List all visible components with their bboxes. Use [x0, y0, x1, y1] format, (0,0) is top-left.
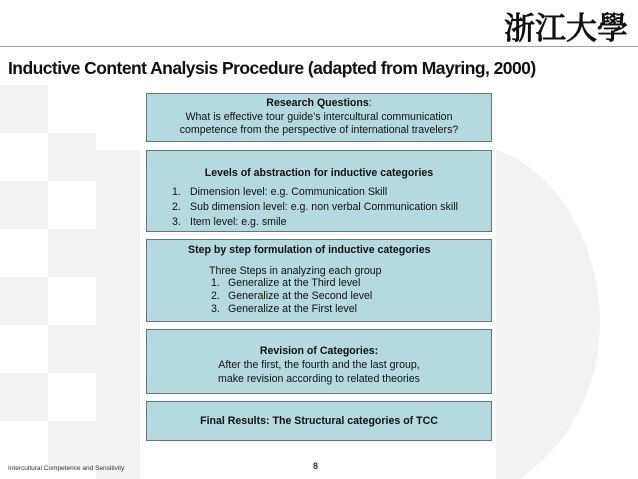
revision-line-1: After the first, the fourth and the last group, — [218, 359, 420, 371]
page-number: 8 — [313, 461, 319, 471]
steps-item-text: Generalize at the Third level — [228, 277, 361, 289]
logo-text: 浙江大學 — [504, 11, 628, 46]
levels-item-number: 1. — [172, 186, 181, 198]
steps-item-text: Generalize at the First level — [228, 303, 357, 315]
research-heading-line — [147, 97, 491, 109]
levels-item-text: Dimension level: e.g. Communication Skill — [190, 186, 388, 198]
steps-item — [211, 290, 373, 302]
revision-line-2: make revision according to related theories — [218, 373, 420, 385]
levels-box — [146, 150, 492, 232]
levels-item-number: 2. — [172, 201, 181, 213]
steps-intro: Three Steps in analyzing each group — [209, 265, 382, 277]
research-heading-suffix: : — [368, 97, 372, 109]
steps-item-number: 1. — [211, 277, 220, 289]
levels-heading: Levels of abstraction for inductive categories — [204, 167, 434, 179]
steps-box — [146, 239, 492, 322]
steps-item-text: Generalize at the Second level — [228, 290, 373, 302]
steps-item-number: 3. — [211, 303, 220, 315]
levels-item-number: 3. — [172, 216, 181, 228]
steps-item — [211, 303, 357, 315]
research-heading: Research Questions — [266, 97, 369, 109]
levels-item-text: Sub dimension level: e.g. non verbal Communication skill — [190, 201, 458, 213]
research-line-2: competence from the perspective of international travelers? — [179, 124, 459, 136]
levels-item — [172, 186, 388, 198]
research-questions-box — [146, 93, 492, 142]
final-results-text: Final Results: The Structural categories of TCC — [200, 415, 438, 427]
steps-item-number: 2. — [211, 290, 220, 302]
university-logo — [488, 6, 630, 46]
page-title: Inductive Content Analysis Procedure (adapted from Mayring, 2000) — [8, 58, 536, 78]
steps-item — [211, 277, 361, 289]
levels-item — [172, 201, 458, 213]
revision-heading: Revision of Categories: — [259, 345, 379, 357]
revision-box — [146, 329, 492, 394]
research-line-1: What is effective tour guide’s intercultural communication — [185, 111, 453, 123]
footer-course-title: Intercultural Competence and Sensitivity — [8, 465, 125, 472]
final-results-box — [146, 401, 492, 441]
header-divider — [0, 46, 638, 47]
levels-item-text: Item level: e.g. smile — [190, 216, 287, 228]
steps-heading: Step by step formulation of inductive categories — [188, 244, 431, 256]
levels-item — [172, 216, 287, 228]
